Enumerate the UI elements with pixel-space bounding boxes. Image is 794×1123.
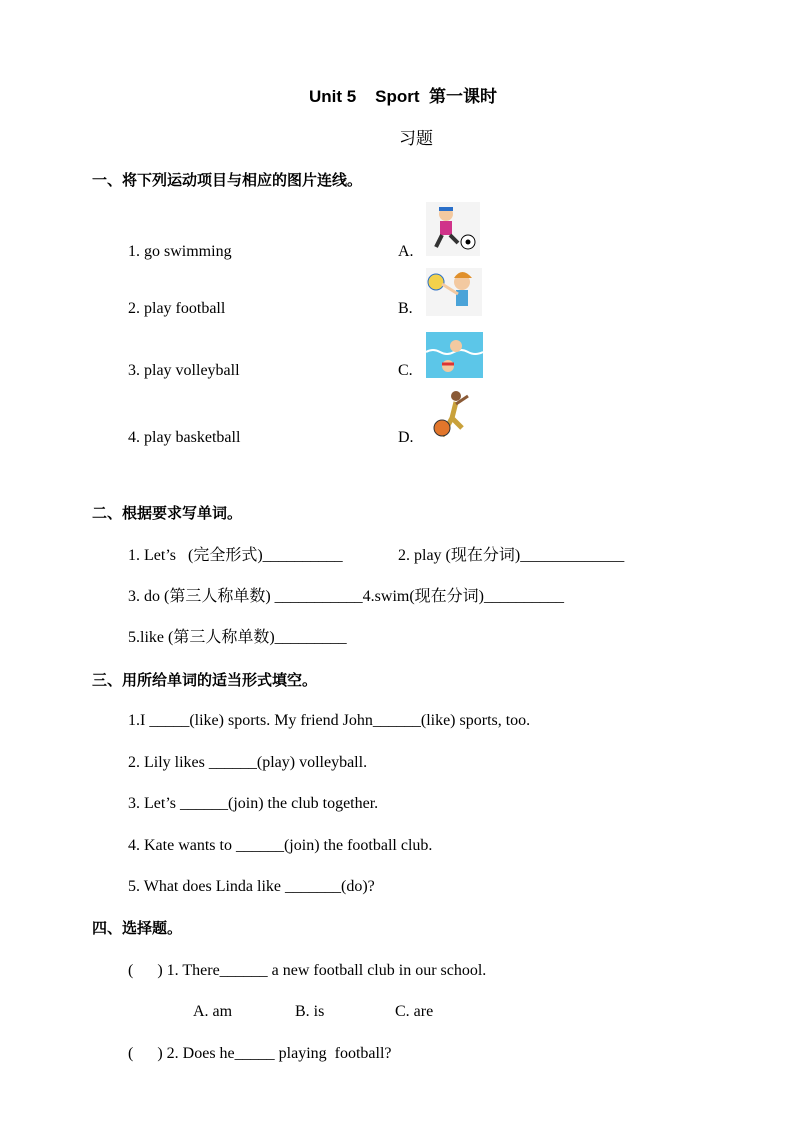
- fill-blank-line: 4. Kate wants to ______(join) the football club.: [128, 837, 433, 854]
- choice-option: C. are: [395, 1003, 434, 1020]
- page-title: Unit 5 Sport 第一课时: [309, 87, 497, 106]
- match-letter: B.: [398, 300, 413, 317]
- page-subtitle: 习题: [399, 129, 433, 149]
- match-item: 3. play volleyball: [128, 362, 240, 379]
- fill-blank-line: 2. Lily likes ______(play) volleyball.: [128, 754, 368, 771]
- word-form-line: 5.like (第三人称单数)_________: [128, 629, 347, 646]
- football-player-icon: [426, 202, 480, 256]
- basketball-player-icon: [426, 388, 476, 444]
- match-letter: C.: [398, 362, 413, 379]
- section2-heading: 二、根据要求写单词。: [92, 504, 243, 522]
- match-letter: D.: [398, 429, 414, 446]
- fill-blank-line: 1.I _____(like) sports. My friend John______(like) sports, too.: [128, 712, 531, 729]
- match-item: 2. play football: [128, 300, 226, 317]
- word-form-line: 3. do (第三人称单数) ___________4.swim(现在分词)__________: [128, 588, 564, 605]
- choice-option: B. is: [295, 1003, 325, 1020]
- section4-heading: 四、选择题。: [92, 919, 183, 937]
- swimmer-icon: [426, 332, 483, 378]
- word-form-line: 2. play (现在分词)_____________: [398, 547, 625, 564]
- choice-option: A. am: [193, 1003, 233, 1020]
- fill-blank-line: 5. What does Linda like _______(do)?: [128, 878, 375, 895]
- match-item: 4. play basketball: [128, 429, 241, 446]
- section1-heading: 一、将下列运动项目与相应的图片连线。: [92, 171, 363, 189]
- word-form-line: 1. Let’s (完全形式)__________: [128, 547, 343, 564]
- choice-question: ( ) 2. Does he_____ playing football?: [128, 1045, 392, 1062]
- volleyball-player-icon: [426, 268, 482, 316]
- fill-blank-line: 3. Let’s ______(join) the club together.: [128, 795, 379, 812]
- choice-question: ( ) 1. There______ a new football club in our school.: [128, 962, 487, 979]
- match-item: 1. go swimming: [128, 243, 232, 260]
- match-letter: A.: [398, 243, 414, 260]
- section3-heading: 三、用所给单词的适当形式填空。: [92, 671, 318, 689]
